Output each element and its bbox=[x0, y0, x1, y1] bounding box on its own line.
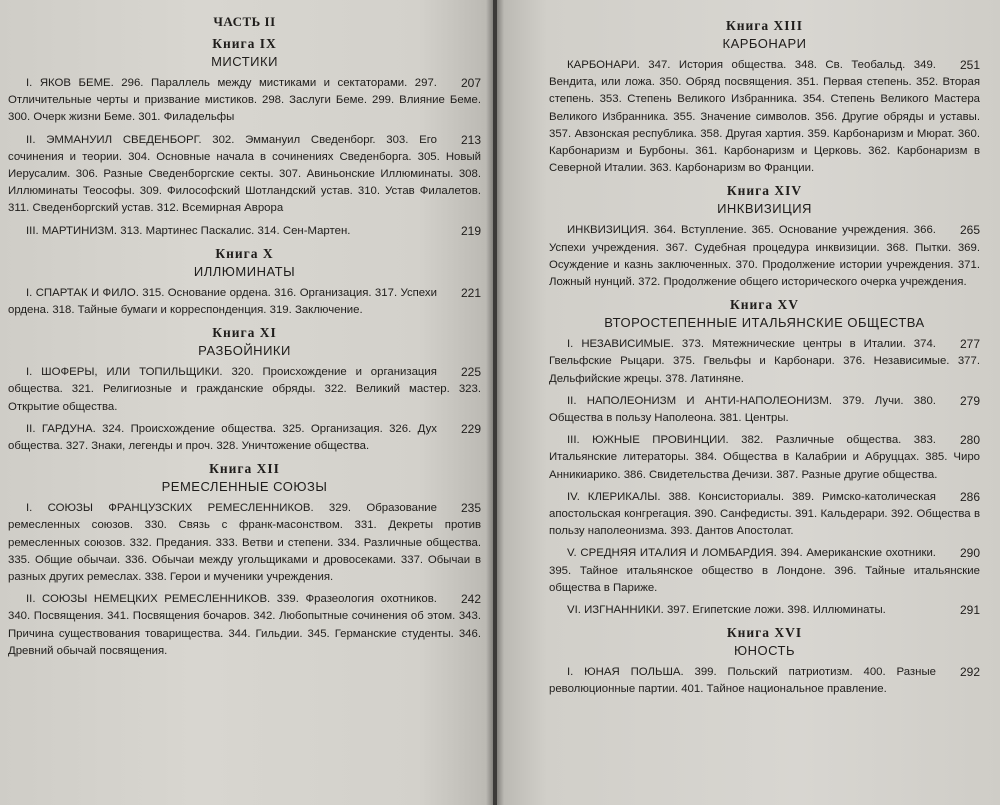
book-gutter bbox=[486, 0, 504, 805]
entry-text: V. СРЕДНЯЯ ИТАЛИЯ И ЛОМБАРДИЯ. 394. Американские охотники. 395. Тайное итальянское общество в Лондоне. 396. Тайные итальянские общества в Париже. bbox=[549, 547, 980, 594]
toc-entry bbox=[549, 336, 980, 388]
book-title: РЕМЕСЛЕННЫЕ СОЮЗЫ bbox=[161, 479, 328, 495]
book-label: Книга IX bbox=[212, 36, 277, 51]
book-label: Книга XV bbox=[729, 297, 800, 313]
page-number: 286 bbox=[959, 489, 980, 504]
toc-entry bbox=[549, 57, 980, 177]
entry-text: ИНКВИЗИЦИЯ. 364. Вступление. 365. Основание учреждения. 366. Успехи учреждения. 367. Судебная процедура инквизиции. 368. Пытки. 369. Осуждение и казнь заключенных. 370. Продолжение истории учреждения. 371. Ложный нунций. 372. Продолжение общего исторического очерка учреждения. bbox=[549, 224, 980, 289]
page-number: 213 bbox=[460, 132, 481, 147]
book-label: Книга X bbox=[215, 245, 274, 261]
entry-text: II. ЭММАНУИЛ СВЕДЕНБОРГ. 302. Эммануил Сведенборг. 303. Его сочинения и теории. 304. Основные начала в сочинениях Сведенборга. 305. Новый Иерусалим. 306. Разные Сведенборгские секты. 307. Авиньонские Иллюминаты. 308. Иллюминаты Теософы. 309. Философский Шотландский устав. 310. Устав Филалетов. 311. Сведенборгский устав. 312. Всемирная Аврора bbox=[8, 133, 481, 215]
entry-text: II. ГАРДУНА. 324. Происхождение общества. 325. Организация. 326. Дух общества. 327. Знаки, легенды и проч. 328. Уничтожение общества. bbox=[8, 422, 437, 453]
page-number: 277 bbox=[959, 337, 980, 352]
page-number: 280 bbox=[959, 433, 980, 448]
entry-text: I. СПАРТАК И ФИЛО. 315. Основание ордена. 316. Организация. 317. Успехи ордена. 318. Тайные бумаги и корреспонденция. 319. Заключение. bbox=[8, 286, 437, 317]
entry-text: I. ЯКОВ БЕМЕ. 296. Параллель между мистиками и сектаторами. 297. Отличительные черты и призвание мистиков. 298. Заслуги Беме. 299. Влияние Беме. 300. Очерк жизни Беме. 301. Филадельфы bbox=[8, 77, 481, 124]
book-label: Книга XIII bbox=[725, 18, 804, 33]
entry-text: КАРБОНАРИ. 347. История общества. 348. Св. Теобальд. 349. Вендита, или ложа. 350. Обряд посвящения. 351. Первая степень. 352. Вторая степень. 353. Степень Великого Избранника. 354. Степень Великого Мастера Великого Избранника. 355. Значение символов. 356. Другие обряды и уставы. 357. Авзонская республика. 358. Другая хартия. 359. Карбонаризм и Мюрат. 360. Карбонаризм и Бурбоны. 361. Карбонаризм и Церковь. 362. Карбонаризм в Северной Италии. 363. Карбонаризм во Франции. bbox=[549, 59, 980, 175]
page-number: 292 bbox=[959, 665, 980, 680]
toc-entry bbox=[8, 285, 481, 319]
book-label: Книга XVI bbox=[726, 625, 803, 641]
book-title: МИСТИКИ bbox=[211, 54, 278, 69]
page-number: 251 bbox=[959, 58, 980, 72]
right-page bbox=[497, 0, 1000, 805]
toc-entry bbox=[8, 421, 481, 455]
toc-entry bbox=[8, 75, 481, 127]
toc-entry bbox=[549, 664, 980, 698]
book-title: КАРБОНАРИ bbox=[722, 36, 807, 51]
page-number: 219 bbox=[460, 223, 481, 238]
page-number: 225 bbox=[460, 365, 481, 380]
toc-entry bbox=[549, 602, 980, 619]
entry-text: I. НЕЗАВИСИМЫЕ. 373. Мятежнические центры в Италии. 374. Гвельфские Рыцари. 375. Гвельфы и Карбонари. 376. Независимые. 377. Дельфийские жрецы. 378. Латиняне. bbox=[549, 338, 980, 385]
toc-entry bbox=[8, 500, 481, 586]
part-heading: ЧАСТЬ II bbox=[213, 14, 276, 29]
entry-text: III. МАРТИНИЗМ. 313. Мартинес Паскалис. 314. Сен-Мартен. bbox=[26, 224, 351, 237]
book-label: Книга XII bbox=[209, 461, 280, 477]
page-number: 265 bbox=[959, 223, 980, 238]
toc-entry bbox=[549, 222, 980, 291]
entry-text: I. ЮНАЯ ПОЛЬША. 399. Польский патриотизм. 400. Разные революционные партии. 401. Тайное национальное правление. bbox=[549, 666, 936, 696]
entry-text: II. СОЮЗЫ НЕМЕЦКИХ РЕМЕСЛЕННИКОВ. 339. Фразеология охотников. 340. Посвящения. 341. Посвящения бочаров. 342. Любопытные сочинения об этом. 343. Причина существования товарищества. 344. Гильдии. 345. Германские студенты. 346. Древний обычай посвящения. bbox=[8, 593, 481, 657]
entry-text: III. ЮЖНЫЕ ПРОВИНЦИИ. 382. Различные общества. 383. Итальянские литераторы. 384. Общества в Калабрии и Абруццах. 385. Чиро Анникиарико. 386. Свидетельства Дечизи. 387. Разные другие общества. bbox=[549, 434, 980, 481]
entry-text: II. НАПОЛЕОНИЗМ И АНТИ-НАПОЛЕОНИЗМ. 379. Лучи. 380. Общества в пользу Наполеона. 381. Центры. bbox=[549, 394, 936, 425]
entry-text: I. ШОФЕРЫ, ИЛИ ТОПИЛЬЩИКИ. 320. Происхождение и организация общества. 321. Религиозные и гражданские обряды. 322. Великий мастер. 323. Открытие общества. bbox=[8, 366, 481, 413]
page-number: 291 bbox=[959, 603, 980, 618]
book-title: РАЗБОЙНИКИ bbox=[198, 343, 291, 359]
left-page bbox=[0, 0, 493, 805]
toc-entry bbox=[549, 489, 980, 541]
book-title: ЮНОСТЬ bbox=[733, 643, 796, 659]
book-title: ИЛЛЮМИНАТЫ bbox=[193, 263, 296, 279]
book-title: ИНКВИЗИЦИЯ bbox=[717, 201, 812, 217]
entry-text: I. СОЮЗЫ ФРАНЦУЗСКИХ РЕМЕСЛЕННИКОВ. 329. Образование ремесленных союзов. 330. Связь с франк-масонством. 331. Декреты против ремесленных союзов. 332. Предания. 333. Ветви и степени. 334. Различные общества. 335. Общие обычаи. 336. Обычаи между угольщиками и дровосеками. 337. Обычаи в разных других ремеслах. 338. Герои и мученики учреждения. bbox=[8, 502, 481, 584]
page-number: 221 bbox=[460, 285, 481, 300]
page-number: 279 bbox=[959, 393, 980, 408]
toc-entry bbox=[549, 432, 980, 484]
toc-entry bbox=[8, 223, 481, 240]
page-number: 207 bbox=[460, 76, 481, 90]
page-number: 242 bbox=[460, 592, 481, 607]
book-label: Книга XI bbox=[212, 325, 277, 341]
toc-entry bbox=[8, 132, 481, 218]
toc-entry bbox=[8, 364, 481, 416]
book-title: ВТОРОСТЕПЕННЫЕ ИТАЛЬЯНСКИЕ ОБЩЕСТВА bbox=[604, 315, 925, 331]
book-label: Книга XIV bbox=[726, 183, 803, 199]
page-number: 229 bbox=[460, 421, 481, 436]
toc-entry bbox=[549, 545, 980, 597]
entry-text: VI. ИЗГНАННИКИ. 397. Египетские ложи. 398. Иллюминаты. bbox=[567, 604, 886, 617]
entry-text: IV. КЛЕРИКАЛЫ. 388. Консисториалы. 389. Римско-католическая апостольская конгрегация. 390. Санфедисты. 391. Кальдерари. 392. Общества в пользу наполеонизма. 393. Дантов Апостолат. bbox=[549, 490, 980, 538]
toc-entry bbox=[8, 591, 481, 660]
page-number: 290 bbox=[959, 546, 980, 561]
toc-entry bbox=[549, 393, 980, 427]
page-number: 235 bbox=[460, 501, 481, 516]
